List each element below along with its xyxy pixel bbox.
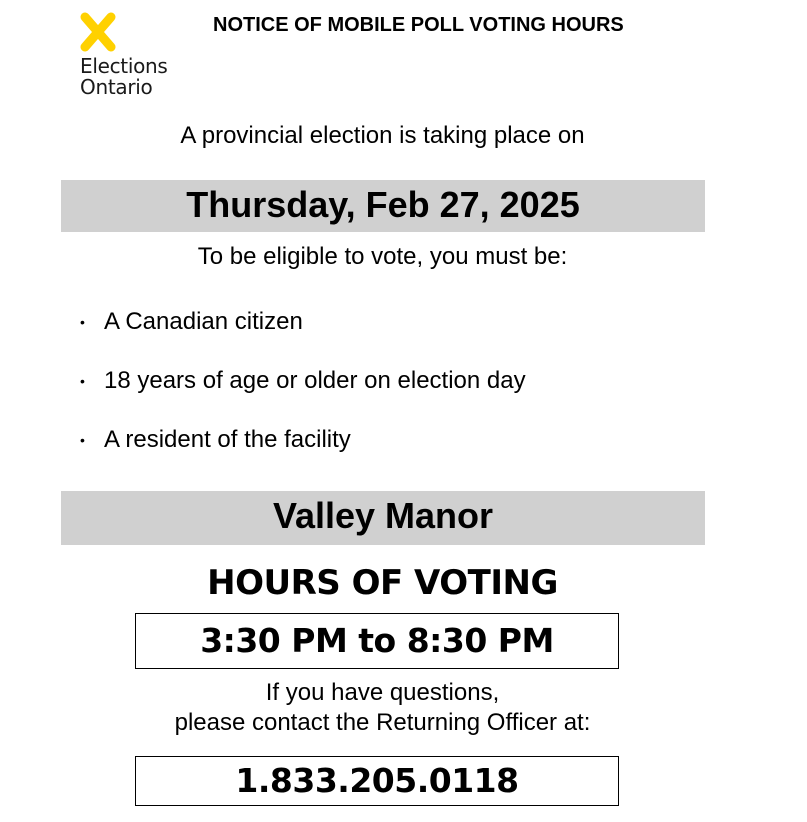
x-logo-icon (80, 12, 116, 52)
list-item (80, 420, 526, 479)
bullet-icon: • (80, 373, 85, 389)
logo-line-elections: Elections (80, 54, 168, 78)
requirement-text: A Canadian citizen (104, 308, 303, 335)
requirement-text: A resident of the facility (104, 426, 351, 453)
eligibility-heading: To be eligible to vote, you must be: (197, 243, 568, 270)
contact-line-1: If you have questions, (265, 679, 500, 706)
contact-line-2: please contact the Returning Officer at: (174, 709, 591, 736)
intro-text: A provincial election is taking place on (180, 122, 585, 149)
voting-hours-box: 3:30 PM to 8:30 PM (135, 613, 619, 669)
logo-line-ontario: Ontario (80, 75, 153, 99)
requirement-text: 18 years of age or older on election day (104, 367, 526, 394)
list-item (80, 302, 526, 361)
list-item (80, 361, 526, 420)
bullet-icon: • (80, 314, 85, 330)
bullet-icon: • (80, 432, 85, 448)
elections-ontario-logo (80, 12, 190, 107)
logo-wordmark (80, 56, 168, 98)
eligibility-list (80, 302, 526, 479)
contact-instructions (60, 678, 705, 738)
hours-heading: HOURS OF VOTING (207, 563, 558, 603)
facility-name-banner: Valley Manor (61, 491, 705, 545)
phone-number-box: 1.833.205.0118 (135, 756, 619, 806)
notice-title: NOTICE OF MOBILE POLL VOTING HOURS (213, 14, 624, 36)
election-date-banner: Thursday, Feb 27, 2025 (61, 180, 705, 232)
